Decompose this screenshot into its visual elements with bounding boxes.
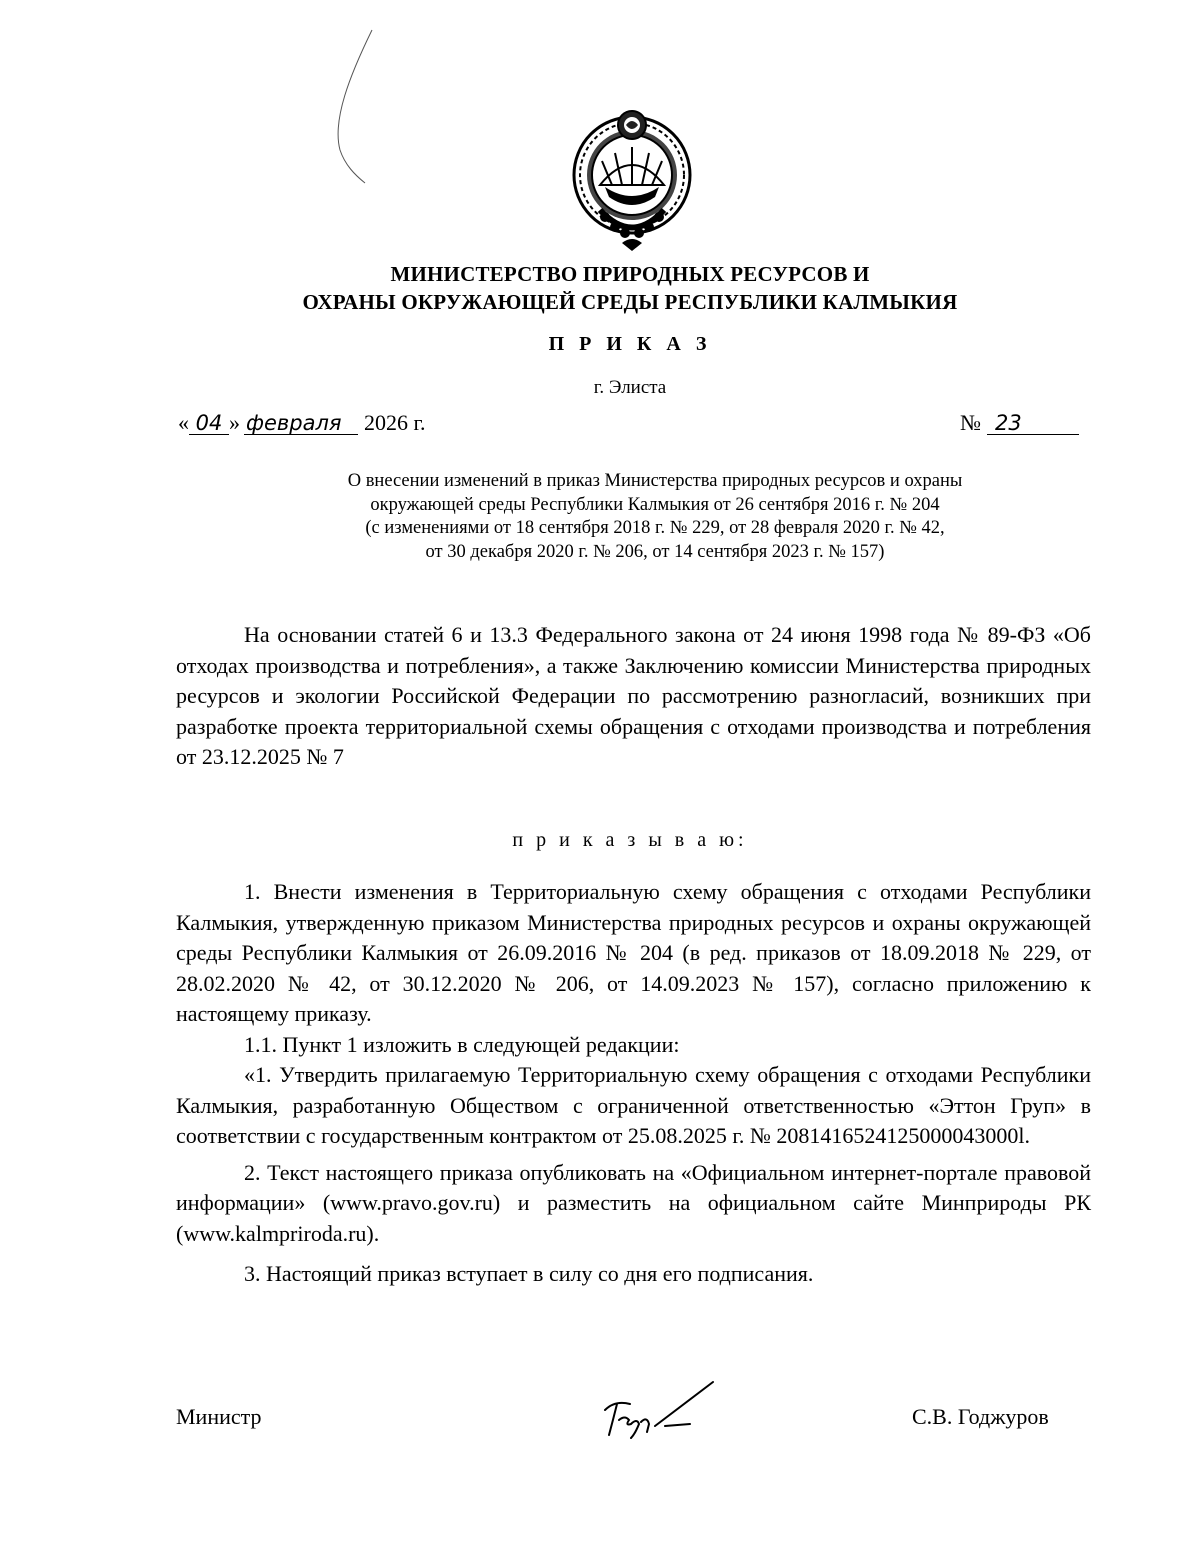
signatory-name: С.В. Годжуров — [912, 1404, 1049, 1429]
number-value-handwritten: 23 — [987, 412, 1079, 435]
subject-line-1: О внесении изменений в приказ Министерства природных ресурсов и охраны — [347, 471, 963, 491]
city-name: г. Элиста — [593, 377, 667, 398]
item-2: 2. Текст настоящего приказа опубликовать на «Официальном интернет-портале правовой информации» (www.pravo.gov.ru) и разместить на официальном сайте Минприроды РК (www.kalmpriroda.ru). — [176, 1159, 1091, 1246]
order-items-block — [176, 877, 1091, 1290]
basis-paragraph: На основании статей 6 и 13.3 Федерального закона от 24 июня 1998 года № 89-ФЗ «Об отходах производства и потребления», а также Заключению комиссии Министерства природных ресурсов и экологии Российской Федерации по рассмотрению разногласий, возникших при разработке проекта территориальной схемы обращения с отходами производства и потребления от 23.12.2025 № 7 — [176, 622, 1091, 769]
date-open-quote: « — [178, 410, 189, 435]
date-day-handwritten: 04 — [189, 412, 229, 435]
ministry-name-line-1: МИНИСТЕРСТВО ПРИРОДНЫХ РЕСУРСОВ И — [390, 262, 870, 286]
signatory-role: Министр — [176, 1404, 262, 1429]
date-month-handwritten: февраля — [244, 412, 358, 435]
number-label: № — [960, 410, 981, 435]
item-1: 1. Внести изменения в Территориальную схему обращения с отходами Республики Калмыкия, утвержденную приказом Министерства природных ресурсов и охраны окружающей среды Республики Калмыкия от 26.09.2016 № 204 (в ред. приказов от 18.09.2018 № 229, от 28.02.2020 № 42, от 30.12.2020 № 206, от 14.09.2023 № 157), согласно приложению к настоящему приказу. — [176, 879, 1091, 1026]
order-number — [960, 410, 1079, 436]
pen-stroke-mark — [320, 25, 380, 185]
order-date — [178, 410, 426, 436]
item-3: 3. Настоящий приказ вступает в силу со дня его подписания. — [244, 1261, 814, 1286]
ministry-name-line-2: ОХРАНЫ ОКРУЖАЮЩЕЙ СРЕДЫ РЕСПУБЛИКИ КАЛМЫКИЯ — [302, 290, 958, 314]
item-1-1: 1.1. Пункт 1 изложить в следующей редакции: — [244, 1031, 680, 1057]
date-close-quote: » — [229, 410, 240, 435]
item-1-1-text: «1. Утвердить прилагаемую Территориальную схему обращения с отходами Республики Калмыкия, разработанную Обществом с ограниченной ответственностью «Эттон Груп» в соответствии с государственным контрактом от 25.08.2025 г. № 2081416524125000043000l. — [176, 1062, 1091, 1148]
subject-line-2: окружающей среды Республики Калмыкия от 26 сентября 2016 г. № 204 — [370, 494, 940, 515]
directive-word: п р и к а з ы в а ю: — [512, 829, 748, 851]
order-subject — [250, 470, 1060, 564]
date-year: 2026 г. — [364, 410, 426, 435]
basis-paragraph-block — [176, 620, 1091, 773]
handwritten-signature — [595, 1380, 715, 1440]
document-type-title: П Р И К А З — [548, 333, 712, 355]
subject-line-3: (с изменениями от 18 сентября 2018 г. № 229, от 28 февраля 2020 г. № 42, — [365, 518, 945, 538]
coat-of-arms-emblem — [560, 105, 705, 253]
subject-line-4: от 30 декабря 2020 г. № 206, от 14 сентября 2023 г. № 157) — [425, 541, 885, 562]
